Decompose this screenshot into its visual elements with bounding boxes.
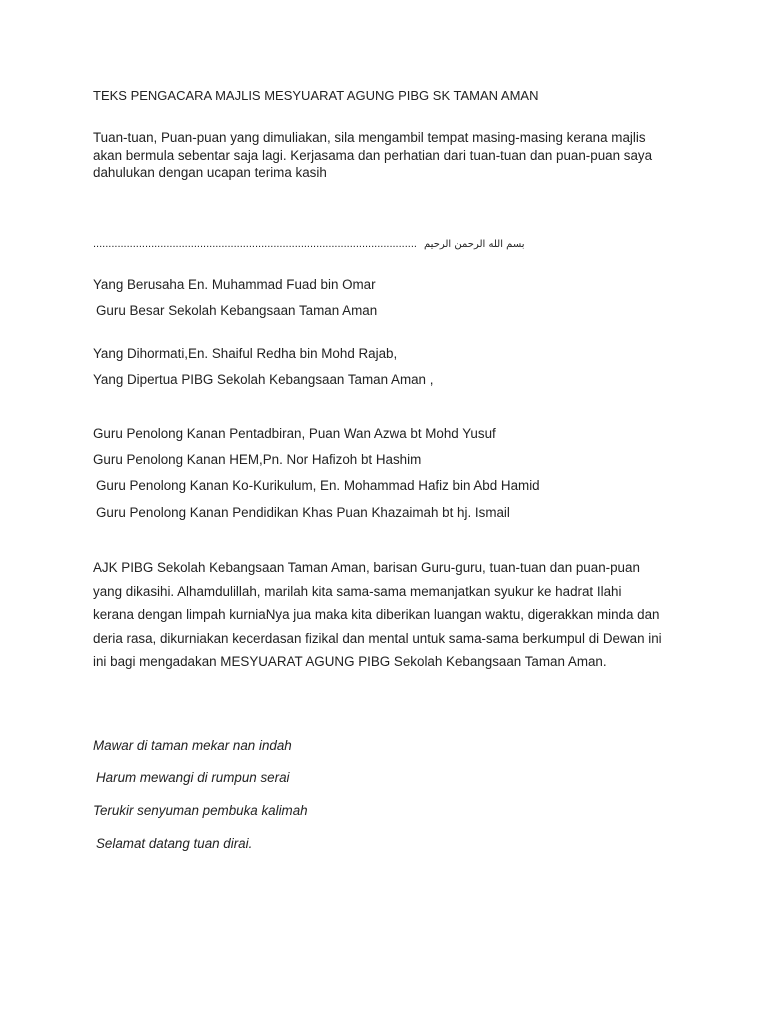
opening-line [93,236,633,252]
pantun-line: Mawar di taman mekar nan indah [93,738,292,753]
pantun-line: Selamat datang tuan dirai. [96,836,253,851]
ajk-paragraph: AJK PIBG Sekolah Kebangsaan Taman Aman, barisan Guru-guru, tuan-tuan dan puan-puan yang dikasihi. Alhamdulillah, marilah kita sama-sama memanjatkan syukur ke hadrat Ilahi kerana dengan limpah kurniaNya jua maka kita diberikan luangan waktu, digerakkan minda dan deria rasa, dikurniakan kecerdasan fizikal dan mental untuk sama-sama berkumpul di Dewan ini ini bagi mengadakan MESYUARAT AGUNG PIBG Sekolah Kebangsaan Taman Aman. [93,560,662,669]
salutation-gpk-kokurikulum: Guru Penolong Kanan Ko-Kurikulum, En. Mohammad Hafiz bin Abd Hamid [96,478,540,493]
salutation-yang-dipertua-name: Yang Dihormati,En. Shaiful Redha bin Mohd Rajab, [93,346,398,361]
pantun-line: Terukir senyuman pembuka kalimah [93,803,308,818]
salutation-guru-besar-title: Guru Besar Sekolah Kebangsaan Taman Aman [96,303,378,318]
salutation-guru-besar-name: Yang Berusaha En. Muhammad Fuad bin Omar [93,277,376,292]
document-title: TEKS PENGACARA MAJLIS MESYUARAT AGUNG PIBG SK TAMAN AMAN [93,88,539,103]
pantun-line: Harum mewangi di rumpun serai [96,770,290,785]
salutation-yang-dipertua-title: Yang Dipertua PIBG Sekolah Kebangsaan Taman Aman , [93,372,434,387]
dotted-leader: .......................................................................................................... [93,238,417,250]
basmalah-text: بسم الله الرحمن الرحيم [424,239,525,250]
intro-paragraph: Tuan-tuan, Puan-puan yang dimuliakan, sila mengambil tempat masing-masing kerana majlis akan bermula sebentar saja lagi. Kerjasama dan perhatian dari tuan-tuan dan puan-puan saya dahulukan dengan ucapan terima kasih [93,130,653,180]
salutation-gpk-pentadbiran: Guru Penolong Kanan Pentadbiran, Puan Wan Azwa bt Mohd Yusuf [93,426,496,441]
salutation-gpk-pendidikan-khas: Guru Penolong Kanan Pendidikan Khas Puan Khazaimah bt hj. Ismail [96,505,510,520]
salutation-gpk-hem: Guru Penolong Kanan HEM,Pn. Nor Hafizoh bt Hashim [93,452,422,467]
